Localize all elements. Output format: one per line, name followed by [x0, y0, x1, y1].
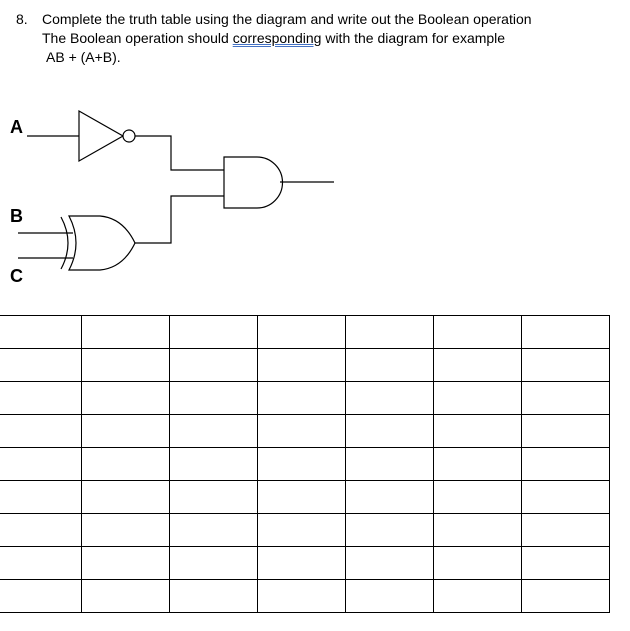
table-cell[interactable] [346, 514, 434, 547]
table-cell[interactable] [82, 514, 170, 547]
table-cell[interactable] [258, 415, 346, 448]
logic-circuit-diagram [0, 90, 350, 290]
question-line-2-end: with the diagram for example [321, 30, 506, 46]
table-row [0, 415, 610, 448]
table-cell[interactable] [258, 349, 346, 382]
table-cell[interactable] [0, 481, 82, 514]
table-row [0, 481, 610, 514]
question-line-2-start: The Boolean operation should [42, 30, 233, 46]
table-cell[interactable] [0, 547, 82, 580]
table-cell[interactable] [522, 316, 610, 349]
table-row [0, 514, 610, 547]
table-cell[interactable] [170, 547, 258, 580]
misspelled-word: corresponding [232, 30, 322, 46]
table-cell[interactable] [170, 382, 258, 415]
table-cell[interactable] [434, 415, 522, 448]
table-cell[interactable] [434, 514, 522, 547]
table-cell[interactable] [522, 547, 610, 580]
table-row [0, 448, 610, 481]
table-cell[interactable] [346, 382, 434, 415]
table-cell[interactable] [258, 547, 346, 580]
table-cell[interactable] [346, 349, 434, 382]
input-label-b: B [10, 206, 23, 226]
table-cell[interactable] [346, 415, 434, 448]
table-row [0, 316, 610, 349]
table-cell[interactable] [434, 382, 522, 415]
table-cell[interactable] [434, 580, 522, 613]
table-cell[interactable] [434, 349, 522, 382]
xor-gate-icon [61, 216, 135, 270]
table-cell[interactable] [82, 316, 170, 349]
table-cell[interactable] [434, 448, 522, 481]
table-cell[interactable] [522, 481, 610, 514]
table-cell[interactable] [346, 448, 434, 481]
and-gate-icon [224, 157, 283, 208]
table-cell[interactable] [82, 547, 170, 580]
table-cell[interactable] [82, 580, 170, 613]
table-cell[interactable] [0, 448, 82, 481]
table-cell[interactable] [170, 316, 258, 349]
table-cell[interactable] [82, 415, 170, 448]
table-cell[interactable] [170, 415, 258, 448]
table-cell[interactable] [522, 382, 610, 415]
table-row [0, 547, 610, 580]
table-row [0, 382, 610, 415]
example-expression: AB + (A+B). [46, 49, 121, 65]
table-cell[interactable] [258, 514, 346, 547]
question-line-1: Complete the truth table using the diagram and write out the Boolean operation [42, 11, 532, 27]
table-cell[interactable] [170, 349, 258, 382]
table-cell[interactable] [170, 481, 258, 514]
table-cell[interactable] [82, 448, 170, 481]
table-cell[interactable] [434, 547, 522, 580]
table-cell[interactable] [522, 580, 610, 613]
table-cell[interactable] [258, 316, 346, 349]
table-cell[interactable] [434, 481, 522, 514]
table-cell[interactable] [82, 349, 170, 382]
input-label-c: C [10, 266, 23, 286]
table-cell[interactable] [346, 481, 434, 514]
table-cell[interactable] [0, 349, 82, 382]
table-cell[interactable] [522, 514, 610, 547]
table-cell[interactable] [346, 547, 434, 580]
table-cell[interactable] [258, 580, 346, 613]
table-cell[interactable] [258, 382, 346, 415]
table-cell[interactable] [0, 382, 82, 415]
table-cell[interactable] [434, 316, 522, 349]
input-label-a: A [10, 117, 23, 137]
table-cell[interactable] [346, 580, 434, 613]
question-line-2 [42, 29, 505, 48]
table-cell[interactable] [0, 580, 82, 613]
table-cell[interactable] [258, 481, 346, 514]
table-cell[interactable] [0, 514, 82, 547]
table-row [0, 349, 610, 382]
question-number: 8. [16, 11, 28, 27]
table-cell[interactable] [82, 481, 170, 514]
table-cell[interactable] [522, 349, 610, 382]
table-cell[interactable] [170, 514, 258, 547]
table-cell[interactable] [170, 448, 258, 481]
table-cell[interactable] [522, 448, 610, 481]
table-cell[interactable] [522, 415, 610, 448]
table-cell[interactable] [170, 580, 258, 613]
table-row [0, 580, 610, 613]
table-cell[interactable] [82, 382, 170, 415]
table-cell[interactable] [0, 415, 82, 448]
not-gate-icon [79, 111, 135, 161]
truth-table [0, 315, 610, 613]
table-cell[interactable] [0, 316, 82, 349]
table-cell[interactable] [258, 448, 346, 481]
table-cell[interactable] [346, 316, 434, 349]
